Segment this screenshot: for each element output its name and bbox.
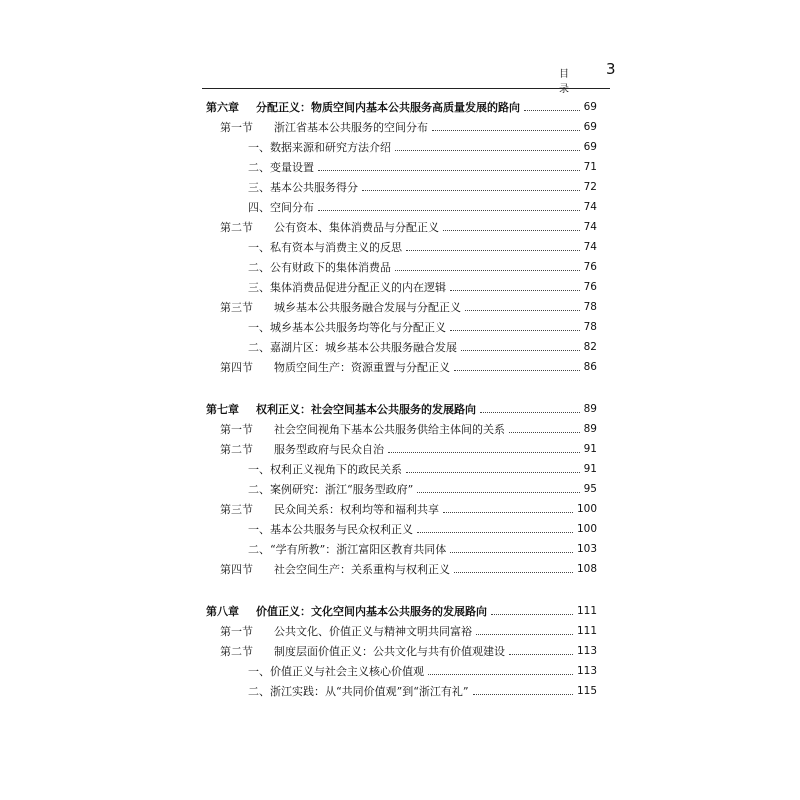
dot-leader xyxy=(395,150,580,151)
toc-entry-page: 111 xyxy=(576,625,597,637)
toc-entry-title: 四、空间分布 xyxy=(248,201,314,214)
toc-entry-title: 二、变量设置 xyxy=(248,161,314,174)
dot-leader xyxy=(406,472,580,473)
toc-entry-title: 权利正义：社会空间基本公共服务的发展路向 xyxy=(256,403,476,416)
toc-entry-title: 二、公有财政下的集体消费品 xyxy=(248,261,391,274)
toc-entry-label: 第八章 xyxy=(206,605,239,618)
toc-chapter-entry xyxy=(206,399,597,419)
toc-section-entry xyxy=(220,357,597,377)
toc-entry-title: 分配正义：物质空间内基本公共服务高质量发展的路向 xyxy=(256,101,520,114)
toc-item-entry xyxy=(248,459,597,479)
toc-section-entry xyxy=(220,559,597,579)
toc-entry-page: 69 xyxy=(583,101,597,113)
toc-entry-title: 社会空间生产：关系重构与权利正义 xyxy=(274,563,450,576)
toc-entry-page: 111 xyxy=(576,605,597,617)
dot-leader xyxy=(388,452,580,453)
toc-section-entry xyxy=(220,439,597,459)
toc-item-entry xyxy=(248,177,597,197)
dot-leader xyxy=(524,110,580,111)
toc-entry-label: 第三节 xyxy=(220,503,253,516)
toc-entry-title: 制度层面价值正义：公共文化与共有价值观建设 xyxy=(274,645,505,658)
toc-entry-page: 113 xyxy=(576,645,597,657)
toc-section-entry xyxy=(220,641,597,661)
toc-entry-label: 第七章 xyxy=(206,403,239,416)
dot-leader xyxy=(406,250,580,251)
toc-entry-label: 第四节 xyxy=(220,563,253,576)
toc-section-entry xyxy=(220,499,597,519)
toc-entry-label: 第一节 xyxy=(220,625,253,638)
toc-entry-title: 公有资本、集体消费品与分配正义 xyxy=(274,221,439,234)
toc-entry-title: 浙江省基本公共服务的空间分布 xyxy=(274,121,428,134)
toc-entry-title: 价值正义：文化空间内基本公共服务的发展路向 xyxy=(256,605,487,618)
toc-item-entry xyxy=(248,681,597,701)
toc-entry-title: 一、私有资本与消费主义的反思 xyxy=(248,241,402,254)
toc-entry-page: 89 xyxy=(583,423,597,435)
dot-leader xyxy=(465,310,580,311)
dot-leader xyxy=(450,330,580,331)
page-number: 3 xyxy=(606,60,616,78)
toc-item-entry xyxy=(248,157,597,177)
toc-entry-label: 第一节 xyxy=(220,121,253,134)
toc-entry-page: 71 xyxy=(583,161,597,173)
toc-entry-page: 115 xyxy=(576,685,597,697)
dot-leader xyxy=(318,170,580,171)
toc-entry-page: 78 xyxy=(583,301,597,313)
dot-leader xyxy=(461,350,580,351)
dot-leader xyxy=(432,130,580,131)
toc-section-entry xyxy=(220,297,597,317)
running-header xyxy=(540,60,620,95)
toc-entry-page: 74 xyxy=(583,221,597,233)
toc-entry-title: 二、浙江实践：从“共同价值观”到“浙江有礼” xyxy=(248,685,469,698)
toc-entry-label: 第二节 xyxy=(220,443,253,456)
dot-leader xyxy=(428,674,573,675)
dot-leader xyxy=(443,230,580,231)
toc-entry-page: 86 xyxy=(583,361,597,373)
toc-entry-title: 城乡基本公共服务融合发展与分配正义 xyxy=(274,301,461,314)
toc-entry-title: 一、权利正义视角下的政民关系 xyxy=(248,463,402,476)
dot-leader xyxy=(450,552,573,553)
toc-section-entry xyxy=(220,419,597,439)
toc-item-entry xyxy=(248,317,597,337)
toc-entry-title: 民众间关系：权利均等和福利共享 xyxy=(274,503,439,516)
toc-entry-page: 82 xyxy=(583,341,597,353)
toc-entry-title: 一、城乡基本公共服务均等化与分配正义 xyxy=(248,321,446,334)
toc-section-entry xyxy=(220,117,597,137)
toc-entry-title: 一、数据来源和研究方法介绍 xyxy=(248,141,391,154)
toc-entry-label: 第六章 xyxy=(206,101,239,114)
toc-entry-page: 69 xyxy=(583,141,597,153)
dot-leader xyxy=(450,290,580,291)
dot-leader xyxy=(362,190,580,191)
toc-entry-page: 76 xyxy=(583,281,597,293)
toc-entry-title: 二、案例研究：浙江“服务型政府” xyxy=(248,483,414,496)
dot-leader xyxy=(318,210,580,211)
header-title: 目 录 xyxy=(559,69,583,95)
toc-entry-title: 公共文化、价值正义与精神文明共同富裕 xyxy=(274,625,472,638)
toc-chapter-entry xyxy=(206,97,597,117)
toc-entry-title: 三、集体消费品促进分配正义的内在逻辑 xyxy=(248,281,446,294)
toc-item-entry xyxy=(248,277,597,297)
toc-entry-page: 72 xyxy=(583,181,597,193)
dot-leader xyxy=(491,614,573,615)
dot-leader xyxy=(509,654,573,655)
toc-entry-page: 78 xyxy=(583,321,597,333)
toc-entry-label: 第二节 xyxy=(220,221,253,234)
toc-entry-page: 89 xyxy=(583,403,597,415)
toc-entry-title: 一、基本公共服务与民众权利正义 xyxy=(248,523,413,536)
toc-entry-page: 100 xyxy=(576,523,597,535)
toc-entry-page: 100 xyxy=(576,503,597,515)
toc-chapter-entry xyxy=(206,601,597,621)
toc-item-entry xyxy=(248,197,597,217)
dot-leader xyxy=(454,370,580,371)
toc-entry-page: 69 xyxy=(583,121,597,133)
toc-entry-title: 二、“学有所教”：浙江富阳区教育共同体 xyxy=(248,543,447,556)
toc-entry-title: 二、嘉湖片区：城乡基本公共服务融合发展 xyxy=(248,341,457,354)
dot-leader xyxy=(509,432,580,433)
toc-entry-page: 91 xyxy=(583,443,597,455)
toc-entry-page: 76 xyxy=(583,261,597,273)
toc-entry-label: 第三节 xyxy=(220,301,253,314)
dot-leader xyxy=(454,572,573,573)
toc-section-entry xyxy=(220,217,597,237)
dot-leader xyxy=(473,694,573,695)
toc-entry-page: 113 xyxy=(576,665,597,677)
toc-item-entry xyxy=(248,137,597,157)
toc-entry-label: 第四节 xyxy=(220,361,253,374)
toc-entry-page: 91 xyxy=(583,463,597,475)
dot-leader xyxy=(417,532,573,533)
toc-entry-title: 一、价值正义与社会主义核心价值观 xyxy=(248,665,424,678)
dot-leader xyxy=(476,634,573,635)
toc-entry-title: 三、基本公共服务得分 xyxy=(248,181,358,194)
dot-leader xyxy=(443,512,573,513)
toc-entry-title: 社会空间视角下基本公共服务供给主体间的关系 xyxy=(274,423,505,436)
toc-item-entry xyxy=(248,539,597,559)
toc-entry-page: 95 xyxy=(583,483,597,495)
toc-item-entry xyxy=(248,661,597,681)
toc-entry-label: 第一节 xyxy=(220,423,253,436)
toc-entry-page: 74 xyxy=(583,201,597,213)
toc-entry-page: 74 xyxy=(583,241,597,253)
toc-entry-label: 第二节 xyxy=(220,645,253,658)
toc-item-entry xyxy=(248,257,597,277)
toc-entry-title: 服务型政府与民众自治 xyxy=(274,443,384,456)
toc-item-entry xyxy=(248,519,597,539)
toc-entry-title: 物质空间生产：资源重置与分配正义 xyxy=(274,361,450,374)
toc-item-entry xyxy=(248,237,597,257)
toc-item-entry xyxy=(248,479,597,499)
dot-leader xyxy=(417,492,579,493)
toc-entry-page: 103 xyxy=(576,543,597,555)
header-rule xyxy=(202,88,610,89)
dot-leader xyxy=(480,412,580,413)
toc-item-entry xyxy=(248,337,597,357)
toc-section-entry xyxy=(220,621,597,641)
toc-entry-page: 108 xyxy=(576,563,597,575)
dot-leader xyxy=(395,270,580,271)
